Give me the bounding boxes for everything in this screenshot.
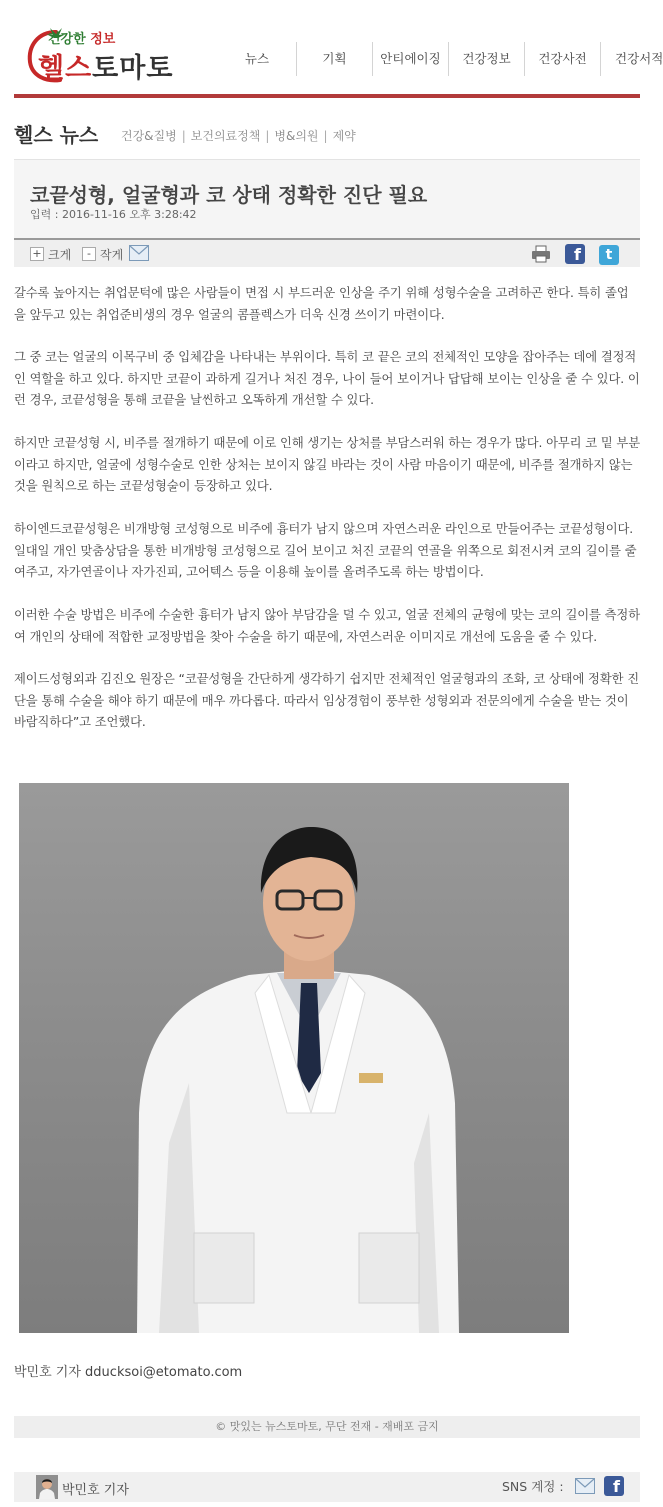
- nav-item-health-books[interactable]: 건강서적: [600, 42, 656, 76]
- font-smaller-label: 작게: [100, 247, 124, 262]
- plus-icon: +: [30, 247, 44, 261]
- nav-item-health-dictionary[interactable]: 건강사전: [524, 42, 600, 76]
- nav-item-news[interactable]: 뉴스: [244, 51, 270, 66]
- category-separator: |: [265, 128, 270, 143]
- nav-item-antiaging[interactable]: 안티에이징: [372, 42, 448, 76]
- reporter-name[interactable]: 박민호 기자: [62, 1483, 129, 1498]
- doctor-portrait-image: [19, 783, 569, 1333]
- reporter-avatar[interactable]: [36, 1475, 58, 1499]
- font-bigger-label: 크게: [48, 247, 72, 262]
- nav-item-health-info[interactable]: 건강정보: [448, 42, 524, 76]
- logo-wordmark: 헬스토마토: [38, 53, 174, 84]
- copyright-notice: © 맛있는 뉴스토마토, 무단 전재 - 재배포 금지: [14, 1416, 640, 1438]
- reporter-footer: [14, 1472, 640, 1502]
- font-smaller-button[interactable]: [82, 246, 123, 262]
- article-paragraph: 그 중 코는 얼굴의 이목구비 중 입체감을 나타내는 부위이다. 특히 코 끝은 코의 전체적인 모양을 잡아주는 데에 결정적인 역할을 하고 있다. 하지만 코끝이 과하게 길거나 처진 경우, 나이 들어 보이거나 답답해 보이는 인상을 줄 수 있다. 이런 경우, 코끝성형을 통해 코끝을 날씬하고 오똑하게 개선할 수 있다.: [14, 350, 640, 407]
- site-header: [0, 0, 663, 98]
- article-paragraph: 갈수록 높아지는 취업문턱에 많은 사람들이 면접 시 부드러운 인상을 주기 위해 성형수술을 고려하곤 한다. 특히 졸업을 앞두고 있는 취업준비생의 경우 얼굴의 콤플렉스가 더욱 신경 쓰이기 마련이다.: [14, 286, 629, 322]
- logo-tagline: 건강한 정보: [48, 32, 116, 47]
- main-nav: [218, 42, 663, 76]
- header-divider: [14, 94, 640, 98]
- category-link-hospital[interactable]: 병&의원: [274, 129, 319, 143]
- article-title: 코끝성형, 얼굴형과 코 상태 정확한 진단 필요: [30, 183, 428, 207]
- reporter-byline: 박민호 기자 dducksoi@etomato.com: [14, 1365, 243, 1380]
- reporter-email-icon[interactable]: [575, 1478, 595, 1494]
- category-separator: |: [323, 128, 328, 143]
- site-logo[interactable]: [26, 22, 196, 88]
- category-link-disease[interactable]: 건강&질병: [121, 129, 177, 143]
- article-paragraph: 하지만 코끝성형 시, 비주를 절개하기 때문에 이로 인해 생기는 상처를 부담스러워 하는 경우가 많다. 아무리 코 밑 부분이라고 하지만, 얼굴에 성형수술로 인한 상처는 보이지 않길 바라는 것이 사람 마음이기 때문에, 비주를 절개하지 않는 것을 원칙으로 하는 코끝성형술이 등장하고 있다.: [14, 436, 640, 493]
- minus-icon: -: [82, 247, 96, 261]
- reporter-facebook-icon[interactable]: f: [604, 1476, 624, 1496]
- article-header: [14, 159, 640, 238]
- sns-label: SNS 계정 :: [502, 1479, 564, 1494]
- article-tools-bar: [14, 238, 640, 267]
- email-icon[interactable]: [129, 245, 149, 261]
- article-paragraph: 하이엔드코끝성형은 비개방형 코성형으로 비주에 흉터가 남지 않으며 자연스러운 라인으로 만들어주는 코끝성형이다. 일대일 개인 맞춤상담을 통한 비개방형 코성형으로 길어 보이고 처진 코끝의 연골을 위쪽으로 회전시켜 코의 길이를 줄여주고, 자가연골이나 자가진피, 고어텍스 등을 이용해 높이를 올려주도록 하는 방법이다.: [14, 522, 637, 579]
- nav-item-feature[interactable]: 기획: [296, 42, 372, 76]
- category-link-pharma[interactable]: 제약: [332, 129, 356, 143]
- facebook-share-icon[interactable]: f: [565, 244, 585, 264]
- print-icon[interactable]: [531, 245, 551, 263]
- section-title: 헬스 뉴스: [14, 123, 99, 147]
- article-photo: [19, 783, 569, 1333]
- font-bigger-button[interactable]: [30, 246, 71, 262]
- article-date: 입력 : 2016-11-16 오후 3:28:42: [30, 208, 197, 221]
- category-link-policy[interactable]: 보건의료정책: [190, 129, 261, 143]
- twitter-share-icon[interactable]: t: [599, 245, 619, 265]
- section-categories: [121, 127, 356, 144]
- category-separator: |: [181, 128, 186, 143]
- article-paragraph: 제이드성형외과 김진오 원장은 “코끝성형을 간단하게 생각하기 쉽지만 전체적인 얼굴형과의 조화, 코 상태에 정확한 진단을 통해 수술을 해야 하기 때문에 매우 까다롭다. 따라서 임상경험이 풍부한 성형외과 전문의에게 수술을 받는 것이 바람직하다”고 조언했다.: [14, 672, 639, 729]
- article-paragraph: 이러한 수술 방법은 비주에 수술한 흉터가 남지 않아 부담감을 덜 수 있고, 얼굴 전체의 균형에 맞는 코의 길이를 측정하여 개인의 상태에 적합한 교정방법을 찾아 수술을 하기 때문에, 자연스러운 이미지로 개선에 도움을 줄 수 있다.: [14, 608, 640, 644]
